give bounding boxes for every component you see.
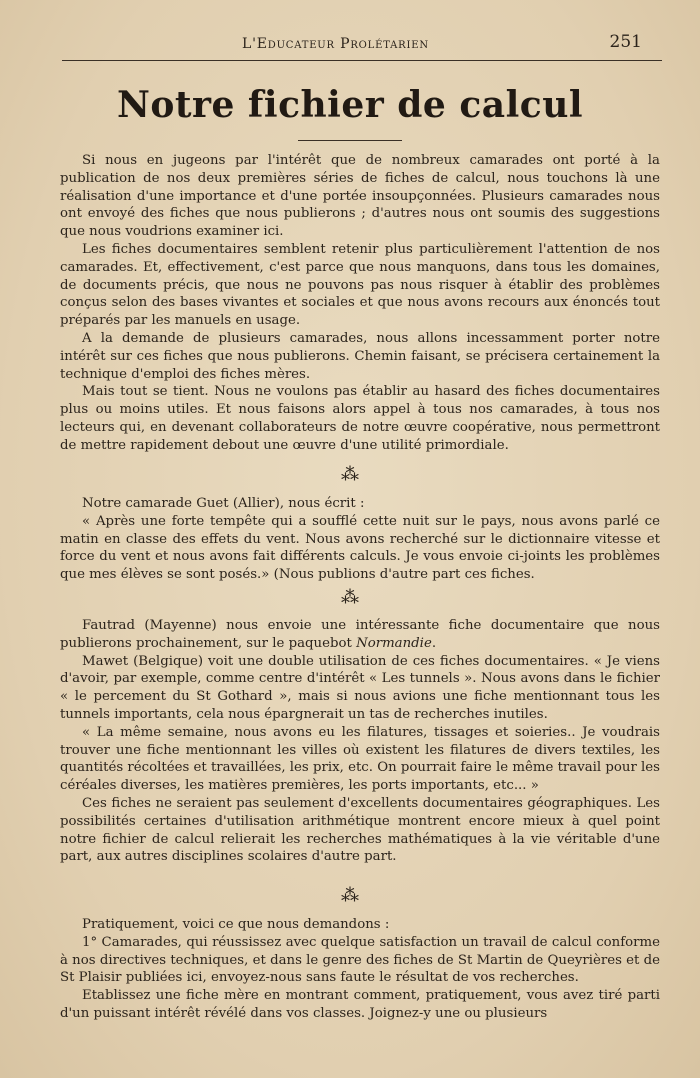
article-title: Notre fichier de calcul — [116, 84, 584, 126]
paragraph — [60, 617, 660, 653]
paragraph: Notre camarade Guet (Allier), nous écrit : — [82, 496, 365, 511]
paragraph: « La même semaine, nous avons eu les filatures, tissages et soieries.. Je voudrais trouver une fiche mentionnant les villes où existent les filatures de divers textiles, les quantités récoltées et travaillées, les prix, etc. On pourrait faire le même travail pour les céréales diverses, les matières premières, les ports importants, etc... » — [60, 724, 660, 794]
section-2 — [60, 495, 660, 584]
paragraph: Si nous en jugeons par l'intérêt que de nombreux camarades ont porté à la publication de nos deux premières séries de fiches de calcul, nous touchons là une réalisation d'une importance et d'une portée insoupçonnées. Plusieurs camarades nous ont envoyé des fiches que nous publierons ; d'autres nous ont soumis des suggestions que nous voudrions examiner ici. — [60, 153, 660, 240]
paragraph: Les fiches documentaires semblent retenir plus particulièrement l'attention de nos camarades. Et, effectivement, c'est parce que nous manquons, dans tous les domaines, de documents précis, que nous ne pouvons pas nous risquer à établir des problèmes conçus selon des bases vivantes et sociales et que nous avons recours aux énoncés tout préparés par les manuels en usage. — [60, 241, 660, 329]
paragraph: Mawet (Belgique) voit une double utilisation de ces fiches documentaires. « Je viens d'avoir, par exemple, comme centre d'intérêt « Les tunnels ». Nous avons dans le fichier « le percement du St Gothard », mais si nous avions une fiche mentionnant tous les tunnels importants, cela nous épargnerait un tas de recherches inutiles. — [60, 653, 660, 722]
running-header — [62, 30, 662, 61]
paragraph: 1° Camarades, qui réussissez avec quelque satisfaction un travail de calcul conforme à nos directives techniques, et dans le genre des fiches de St Martin de Queyrières et de St Plaisir publiées ici, envoyez-nous sans faute le résultat de vos recherches. — [60, 934, 660, 986]
section-separator — [0, 465, 700, 485]
text-run: Fautrad (Mayenne) nous envoie une intéressante fiche documentaire que nous publierons prochainement, sur le paquebot — [60, 618, 660, 651]
paragraph: Ces fiches ne seraient pas seulement d'excellents documentaires géographiques. Les possibilités certaines d'utilisation arithmétique montrent encore mieux à quel point notre fichier de calcul relierait les recherches mathématiques à la vie véritable d'une part, aux autres disciplines scolaires d'autre part. — [60, 795, 660, 865]
paragraph: Mais tout se tient. Nous ne voulons pas établir au hasard des fiches documentaires plus ou moins utiles. Et nous faisons alors appel à tous nos camarades, à tous nos lecteurs qui, en devenant collaborateurs de notre œuvre coopérative, nous permettront de mettre rapidement debout une œuvre d'une utilité primordiale. — [60, 384, 660, 453]
paragraph: A la demande de plusieurs camarades, nous allons incessamment porter notre intérêt sur ces fiches que nous publierons. Chemin faisant, se précisera certainement la technique d'emploi des fiches mères. — [60, 330, 660, 382]
asterism-glyph: ⁂ — [341, 885, 359, 906]
asterism-glyph: ⁂ — [341, 587, 359, 608]
paragraph: « Après une forte tempête qui a soufflé cette nuit sur le pays, nous avons parlé ce matin en classe des effets du vent. Nous avons recherché sur le dictionnaire vitesse et force du vent et nous avons fait différents calculs. Je vous envoie ci-joints les problèmes que mes élèves se sont posés.» (Nous publions d'autre part ces fiches. — [60, 513, 660, 583]
section-1 — [60, 152, 660, 455]
ship-name: Normandie — [356, 635, 432, 651]
running-title: L'Educateur Prolétarien — [242, 36, 429, 52]
section-4 — [60, 916, 660, 1023]
title-rule — [298, 140, 402, 141]
asterism-glyph: ⁂ — [341, 464, 359, 485]
section-separator — [0, 588, 700, 608]
paragraph: Pratiquement, voici ce que nous demandons : — [82, 917, 390, 932]
paragraph: Etablissez une fiche mère en montrant comment, pratiquement, vous avez tiré parti d'un puissant intérêt révélé dans vos classes. Joignez-y une ou plusieurs — [60, 988, 660, 1021]
text-run: . — [431, 635, 437, 651]
page-number: 251 — [609, 32, 642, 52]
section-separator — [0, 886, 700, 906]
section-3 — [60, 617, 660, 866]
